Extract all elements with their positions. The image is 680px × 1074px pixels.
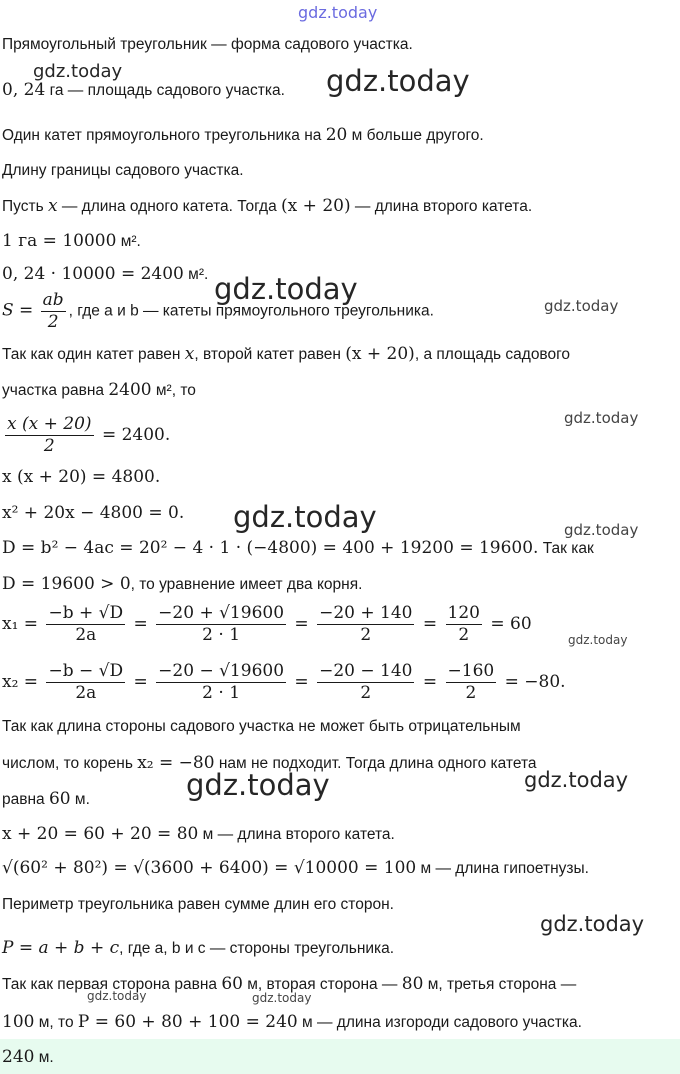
header-watermark: gdz.today — [298, 3, 378, 22]
root2-frac-1: $\frac{-b - √D}{2a}$ — [48, 661, 124, 703]
since-line-2: участка равна 2400 м², то — [2, 380, 196, 400]
watermark: gdz.today — [568, 633, 628, 647]
watermark: gdz.today — [186, 768, 330, 802]
since-line-1: Так как один катет равен x, второй катет равен (x + 20), а площадь садового — [2, 344, 571, 364]
watermark: gdz.today — [233, 500, 377, 534]
perimeter-definition: Периметр треугольника равен сумме длин его сторон. — [2, 896, 394, 913]
root1-frac-4: $\frac{120}{2}$ — [447, 603, 480, 645]
watermark: gdz.today — [564, 409, 639, 427]
equation-1: $\frac{x (x + 20)}{2}$ = 2400. — [7, 414, 171, 456]
sides-line-2: 100 м, то P = 60 + 80 + 100 = 240 м — длина изгороди садового участка. — [2, 1012, 582, 1032]
area-formula: S = $\frac{ab}{2}$ , где a и b — катеты прямоугольного треугольника. — [2, 290, 434, 332]
watermark: gdz.today — [564, 521, 639, 539]
watermark: gdz.today — [33, 61, 123, 82]
root2-frac-2: $\frac{-20 - √19600}{2 \cdot 1}$ — [158, 661, 285, 703]
root1-frac-1: $\frac{-b + √D}{2a}$ — [48, 603, 124, 645]
equation-3: x² + 20x − 4800 = 0. — [2, 503, 185, 523]
watermark: gdz.today — [214, 272, 358, 306]
perimeter-formula: P = a + b + c, где a, b и c — стороны треугольника. — [2, 938, 395, 958]
watermark: gdz.today — [524, 768, 629, 792]
answer-box — [0, 1039, 680, 1074]
negative-reason-2: числом, то корень x₂ = −80 нам не подходит. Тогда длина одного катета — [2, 753, 537, 773]
discriminant: D = b² − 4ac = 20² − 4 · 1 · (−4800) = 400 + 19200 = 19600. Так как — [2, 538, 594, 558]
root-1: x₁ = $\frac{-b + √D}{2a}$ = $\frac{-20 + √19600}{2 \cdot 1}$ = $\frac{-20 + 140}{2}$ = $\frac{120}{2}$ = 60 — [2, 603, 532, 645]
ha-conversion: 1 га = 10000 м². — [2, 231, 141, 251]
watermark: gdz.today — [326, 64, 470, 98]
root2-frac-3: $\frac{-20 - 140}{2}$ — [319, 661, 413, 703]
watermark: gdz.today — [540, 912, 645, 936]
hypotenuse: √(60² + 80²) = √(3600 + 6400) = √10000 = 100 м — длина гипоетнузы. — [2, 858, 589, 878]
eq1-fraction: $\frac{x (x + 20)}{2}$ — [7, 414, 92, 456]
second-leg: x + 20 = 60 + 20 = 80 м — длина второго катета. — [2, 824, 395, 844]
negative-reason-3: равна 60 м. — [2, 789, 90, 809]
given-shape: Прямоугольный треугольник — форма садового участка. — [2, 36, 413, 53]
discriminant-positive: D = 19600 > 0, то уравнение имеет два корня. — [2, 574, 363, 594]
watermark: gdz.today — [252, 991, 312, 1005]
watermark: gdz.today — [544, 297, 619, 315]
root1-frac-2: $\frac{-20 + √19600}{2 \cdot 1}$ — [158, 603, 285, 645]
root1-frac-3: $\frac{-20 + 140}{2}$ — [319, 603, 413, 645]
watermark: gdz.today — [87, 989, 147, 1003]
answer-line: 240 м. — [2, 1047, 54, 1067]
equation-2: x (x + 20) = 4800. — [2, 467, 161, 487]
root2-frac-4: $\frac{-160}{2}$ — [447, 661, 495, 703]
root-2: x₂ = $\frac{-b - √D}{2a}$ = $\frac{-20 - √19600}{2 \cdot 1}$ = $\frac{-20 - 140}{2}$ = $\frac{-160}{2}$ = −80. — [2, 661, 566, 703]
given-area: 0, 24 га — площадь садового участка. — [2, 80, 285, 100]
find-text: Длину границы садового участка. — [2, 162, 244, 179]
negative-reason-1: Так как длина стороны садового участка не может быть отрицательным — [2, 718, 521, 735]
let-line: Пусть x — длина одного катета. Тогда (x + 20) — длина второго катета. — [2, 196, 533, 216]
given-legs: Один катет прямоугольного треугольника на 20 м больше другого. — [2, 125, 484, 145]
sides-line-1: Так как первая сторона равна 60 м, вторая сторона — 80 м, третья сторона — — [2, 974, 577, 994]
formula-fraction: $\frac{ab}{2}$ — [42, 290, 64, 332]
area-conversion: 0, 24 · 10000 = 2400 м². — [2, 264, 209, 284]
